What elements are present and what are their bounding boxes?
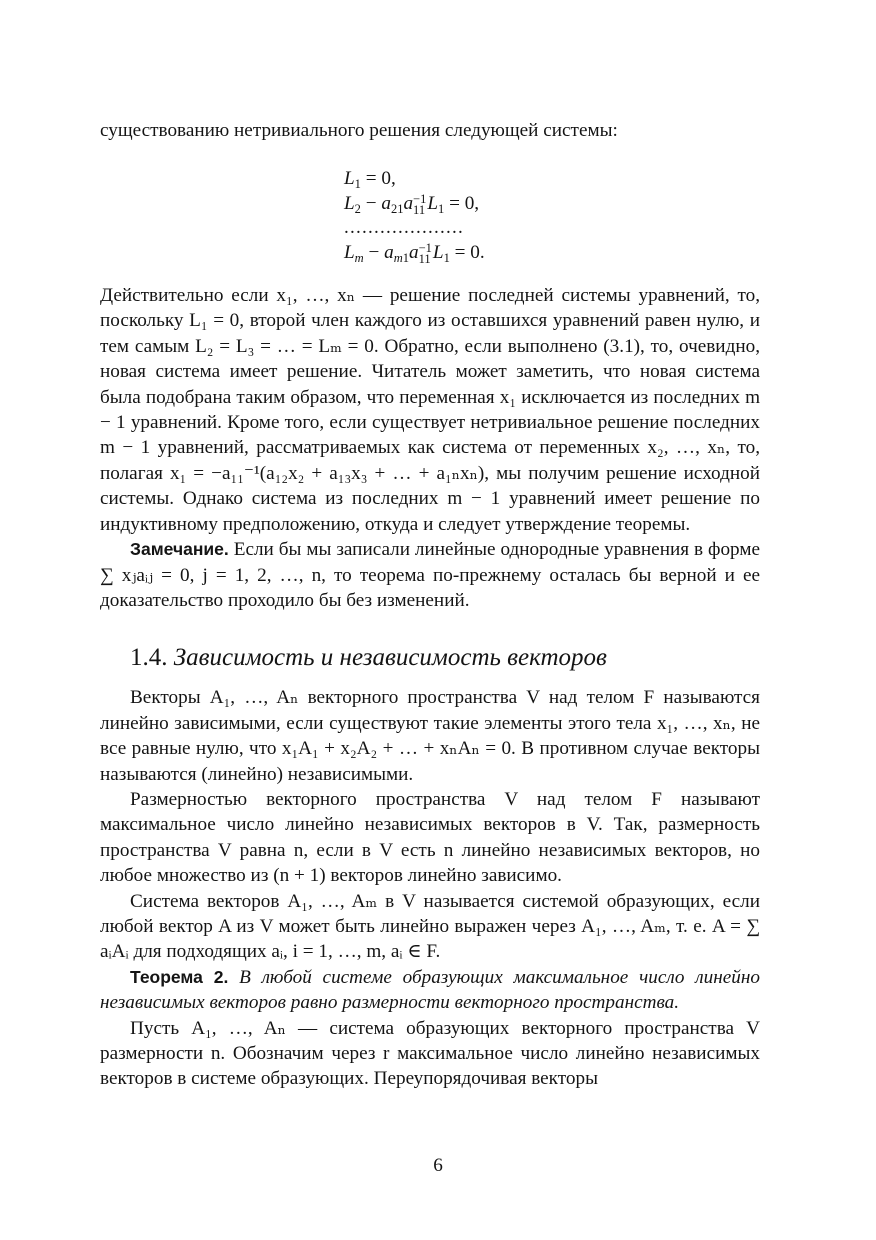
remark-label: Замечание. — [130, 539, 229, 560]
intro-line: существованию нетривиального решения следующей системы: — [100, 120, 618, 141]
theorem-label: Теорема 2. — [130, 966, 229, 987]
equation-1: $L_1 = 0$, — [344, 168, 396, 192]
page-number: 6 — [433, 1155, 443, 1176]
remark-text: Если бы мы записали линейные однородные уравнения в форме ∑ xⱼaᵢⱼ = 0, j = 1, 2, …, n, то теорема по-прежнему осталась бы верной и ее доказательство проходило бы без изменений. — [100, 539, 760, 611]
definition-paragraph-3 — [100, 889, 760, 965]
page-content — [100, 118, 760, 1092]
proof-paragraph: Действительно если x₁, …, xₙ — решение последней системы уравнений, то, поскольку L₁ = 0, второй член каждого из оставшихся уравнений равен нулю, и тем самым L₂ = L₃ = … = Lₘ = 0. Обратно, если выполнено (3.1), то, очевидно, новая система имеет решение. Читатель может заметить, что новая система была подобрана таким образом, что переменная x₁ исключается из последних m − 1 уравнений. Кроме того, если существует нетривиальное решение последних m − 1 уравнений, рассматриваемых как система от переменных x₂, …, xₙ, то, полагая x₁ = −a₁₁⁻¹(a₁₂x₂ + a₁₃x₃ + … + a₁ₙxₙ), мы получим решение исходной системы. Однако система из последних m − 1 уравнений имеет решение по индуктивному предположению, откуда и следует утверждение теоремы. — [100, 285, 760, 535]
section-number: 1.4. — [130, 644, 168, 672]
equation-3-dots: .................... — [344, 217, 464, 239]
section-title: Зависимость и независимость векторов — [173, 644, 607, 672]
equation-4: $L_m - a_{m1}a$ −1 11 $L_1 = 0$. — [344, 240, 485, 266]
definition-paragraph-3-text: Система векторов A₁, …, Aₘ в V называется системой образующих, если любой вектор A из V может быть линейно выражен через A₁, …, Aₘ, т. е. A = ∑ aᵢAᵢ для подходящих aᵢ, i = 1, …, m, aᵢ ∈ F. — [100, 890, 760, 963]
equation-system — [344, 167, 760, 265]
section-heading — [130, 643, 760, 673]
definition-paragraph-1: Векторы A₁, …, Aₙ векторного пространства V над телом F называются линейно зависимыми, если существуют такие элементы этого тела x₁, …, xₙ, не все равные нулю, что x₁A₁ + x₂A₂ + … + xₙAₙ = 0. В противном случае векторы называются (линейно) независимыми. — [100, 687, 760, 785]
theorem-paragraph — [100, 965, 760, 1016]
last-paragraph: Пусть A₁, …, Aₙ — система образующих векторного пространства V размерности n. Обозначим через r максимальное число линейно независимых векторов в системе образующих. Переупорядочивая векторы — [100, 1017, 760, 1090]
remark-paragraph — [100, 537, 760, 613]
equation-2: $L_2 - a_{21}a$ −1 11 $L_1 = 0$, — [344, 191, 480, 217]
definition-paragraph-2: Размерностью векторного пространства V над телом F называют максимальное число линейно независимых векторов в V. Так, размерность пространства V равна n, если в V есть n линейно независимых векторов, но любое множество из (n + 1) векторов линейно зависимо. — [100, 788, 760, 887]
theorem-text: В любой системе образующих максимальное число линейно независимых векторов равно размерности векторного пространства. — [100, 966, 760, 1014]
